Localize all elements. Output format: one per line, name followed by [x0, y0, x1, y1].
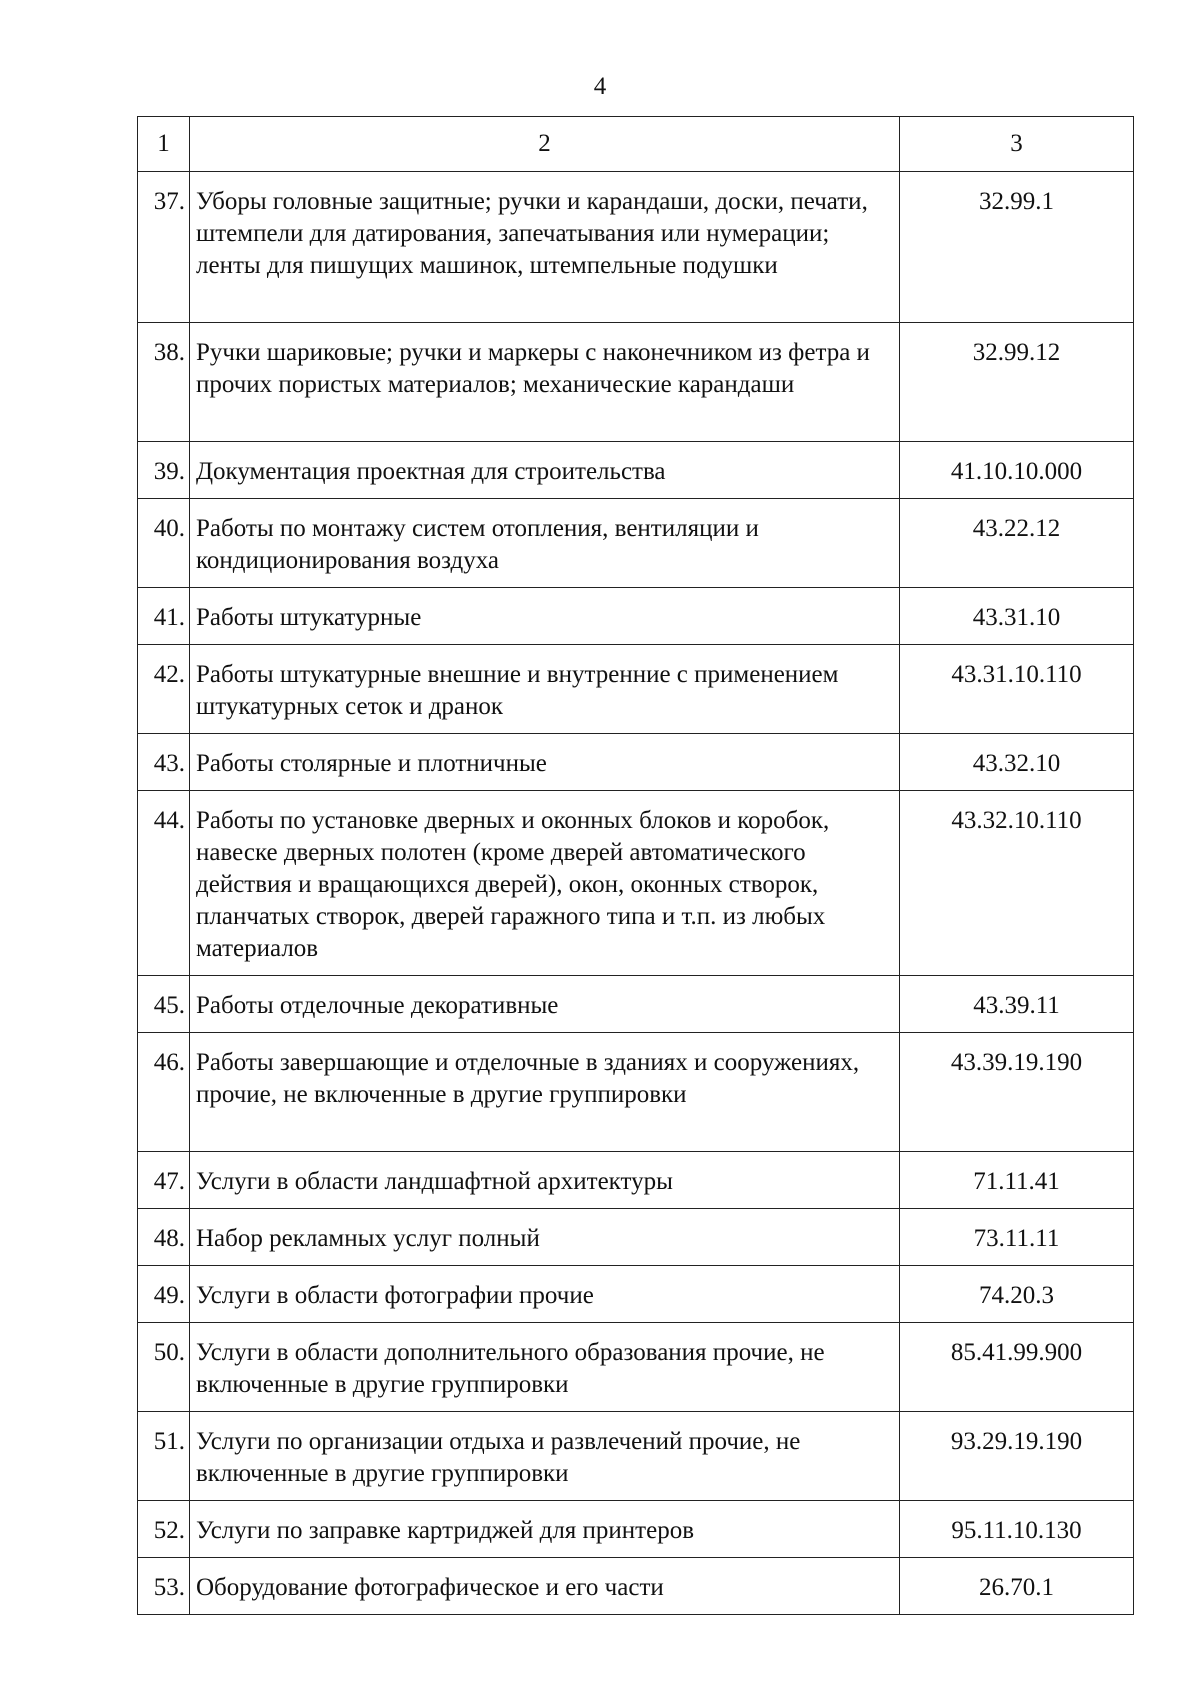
table-row [138, 976, 1134, 1033]
row-description: Уборы головные защитные; ручки и карандаши, доски, печати, штемпели для датирования, запечатывания или нумерации; ленты для пишущих машинок, штемпельные подушки [190, 172, 900, 323]
row-code: 43.31.10.110 [900, 645, 1134, 734]
row-number: 42. [138, 645, 190, 734]
row-code: 41.10.10.000 [900, 442, 1134, 499]
table-row [138, 588, 1134, 645]
row-number: 37. [138, 172, 190, 323]
row-description: Работы завершающие и отделочные в зданиях и сооружениях, прочие, не включенные в другие группировки [190, 1033, 900, 1152]
column-header-description: 2 [190, 117, 900, 172]
row-code: 73.11.11 [900, 1209, 1134, 1266]
table-row [138, 323, 1134, 442]
row-number: 40. [138, 499, 190, 588]
table-row [138, 1501, 1134, 1558]
table-row [138, 791, 1134, 976]
table-row [138, 1412, 1134, 1501]
table-row [138, 1323, 1134, 1412]
row-description: Работы столярные и плотничные [190, 734, 900, 791]
row-description: Набор рекламных услуг полный [190, 1209, 900, 1266]
row-number: 45. [138, 976, 190, 1033]
row-description: Работы по монтажу систем отопления, вентиляции и кондиционирования воздуха [190, 499, 900, 588]
row-code: 43.22.12 [900, 499, 1134, 588]
table-row [138, 1266, 1134, 1323]
row-code: 43.32.10.110 [900, 791, 1134, 976]
row-code: 85.41.99.900 [900, 1323, 1134, 1412]
row-number: 46. [138, 1033, 190, 1152]
row-description: Работы штукатурные внешние и внутренние с применением штукатурных сеток и дранок [190, 645, 900, 734]
row-number: 51. [138, 1412, 190, 1501]
row-code: 71.11.41 [900, 1152, 1134, 1209]
table-row [138, 734, 1134, 791]
page-number: 4 [593, 73, 607, 100]
row-code: 32.99.12 [900, 323, 1134, 442]
table-row [138, 1033, 1134, 1152]
row-code: 43.32.10 [900, 734, 1134, 791]
row-number: 47. [138, 1152, 190, 1209]
row-description: Работы штукатурные [190, 588, 900, 645]
row-number: 43. [138, 734, 190, 791]
row-description: Оборудование фотографическое и его части [190, 1558, 900, 1615]
row-number: 52. [138, 1501, 190, 1558]
row-description: Документация проектная для строительства [190, 442, 900, 499]
table-row [138, 499, 1134, 588]
table-row [138, 1558, 1134, 1615]
row-number: 53. [138, 1558, 190, 1615]
row-description: Работы по установке дверных и оконных блоков и коробок, навеске дверных полотен (кроме дверей автоматического действия и вращающихся дверей), окон, оконных створок, планчатых створок, дверей гаражного типа и т.п. из любых материалов [190, 791, 900, 976]
row-number: 49. [138, 1266, 190, 1323]
row-number: 44. [138, 791, 190, 976]
table-row [138, 1209, 1134, 1266]
row-code: 74.20.3 [900, 1266, 1134, 1323]
row-code: 43.39.19.190 [900, 1033, 1134, 1152]
row-description: Услуги в области дополнительного образования прочие, не включенные в другие группировки [190, 1323, 900, 1412]
row-description: Работы отделочные декоративные [190, 976, 900, 1033]
row-description: Ручки шариковые; ручки и маркеры с наконечником из фетра и прочих пористых материалов; механические карандаши [190, 323, 900, 442]
row-number: 50. [138, 1323, 190, 1412]
row-code: 43.31.10 [900, 588, 1134, 645]
document-table [137, 116, 1134, 1615]
row-code: 93.29.19.190 [900, 1412, 1134, 1501]
row-number: 39. [138, 442, 190, 499]
row-number: 48. [138, 1209, 190, 1266]
row-code: 95.11.10.130 [900, 1501, 1134, 1558]
row-number: 38. [138, 323, 190, 442]
table-row [138, 1152, 1134, 1209]
table-row [138, 442, 1134, 499]
row-description: Услуги по заправке картриджей для принтеров [190, 1501, 900, 1558]
row-description: Услуги в области фотографии прочие [190, 1266, 900, 1323]
column-header-code: 3 [900, 117, 1134, 172]
column-header-number: 1 [138, 117, 190, 172]
table-row [138, 645, 1134, 734]
row-description: Услуги в области ландшафтной архитектуры [190, 1152, 900, 1209]
table-row [138, 172, 1134, 323]
row-code: 43.39.11 [900, 976, 1134, 1033]
row-code: 32.99.1 [900, 172, 1134, 323]
row-code: 26.70.1 [900, 1558, 1134, 1615]
row-description: Услуги по организации отдыха и развлечений прочие, не включенные в другие группировки [190, 1412, 900, 1501]
row-number: 41. [138, 588, 190, 645]
table-header-row [138, 117, 1134, 172]
